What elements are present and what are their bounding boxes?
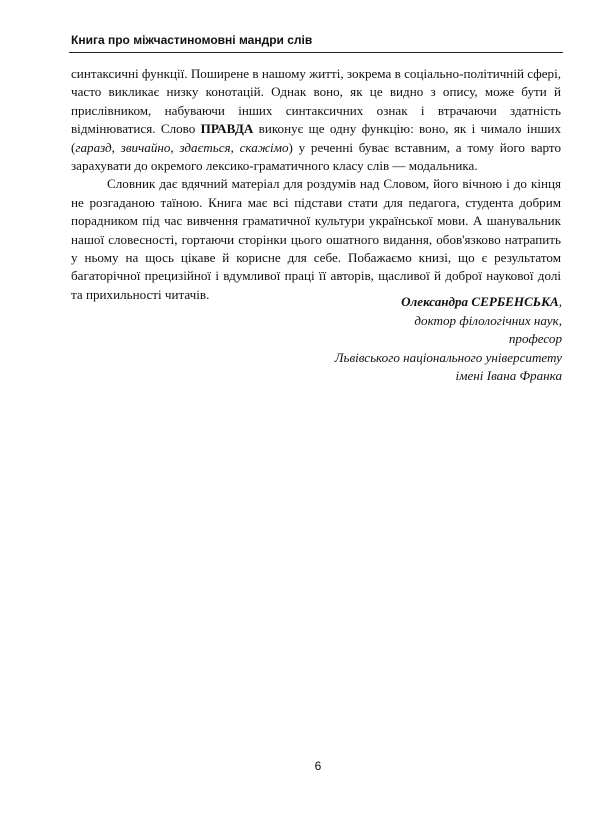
page-number: 6 <box>314 759 322 773</box>
author-name: Олександра СЕРБЕНСЬКА <box>401 294 559 309</box>
author-name-punct: , <box>558 294 562 309</box>
paragraph-1 <box>71 65 561 175</box>
paragraph-1-text-a: синтаксичні функції. Поширене в нашому житті, зокрема в соціально-політичній сфері, часто викликає низку конотацій. Однак воно, як це видно з опису, може бути й прислівником, набуваючи інших синтаксичних ознак і втрачаючи здатність відмінюватися. Слово <box>71 66 561 137</box>
header-divider <box>69 52 563 53</box>
signature-block <box>242 293 562 386</box>
main-text <box>71 65 561 304</box>
author-degree: доктор філологічних наук, <box>414 312 562 328</box>
book-title: Книга про міжчастиномовні мандри слів <box>71 33 313 47</box>
paragraph-1-text-c: ) у реченні буває вставним, а тому його варто зарахувати до окремого лексико-граматичного класу слів — модальника. <box>71 139 562 174</box>
paragraph-1-text-b: виконує ще одну функцію: воно, як і чимало інших ( <box>71 121 561 155</box>
paragraph-2: Словник дає вдячний матеріал для роздумів над Словом, його вічною і до кінця не розгаданою таїною. Книга має всі підстави стати для педагога, студента добрим порадником під час вивчення граматичної культури української мови. А шанувальник нашої словесності, гортаючи сторінки цього ошатного видання, обов'язково натрапить у ньому на щось цікаве й корисне для себе. Побажаємо книзі, що є результатом багаторічної прецизійної і вдумливої праці її авторів, щасливої й доброї наукової долі та прихильності читачів. <box>71 176 561 302</box>
author-title: професор <box>508 331 562 347</box>
running-header <box>71 33 561 47</box>
signature-name-line <box>242 293 562 312</box>
keyword-pravda: ПРАВДА <box>200 121 254 137</box>
author-university-name: імені Івана Франка <box>455 368 562 384</box>
italic-examples: гаразд, звичайно, здається, скажімо <box>75 139 289 155</box>
author-university: Львівського національного університету <box>334 349 562 365</box>
